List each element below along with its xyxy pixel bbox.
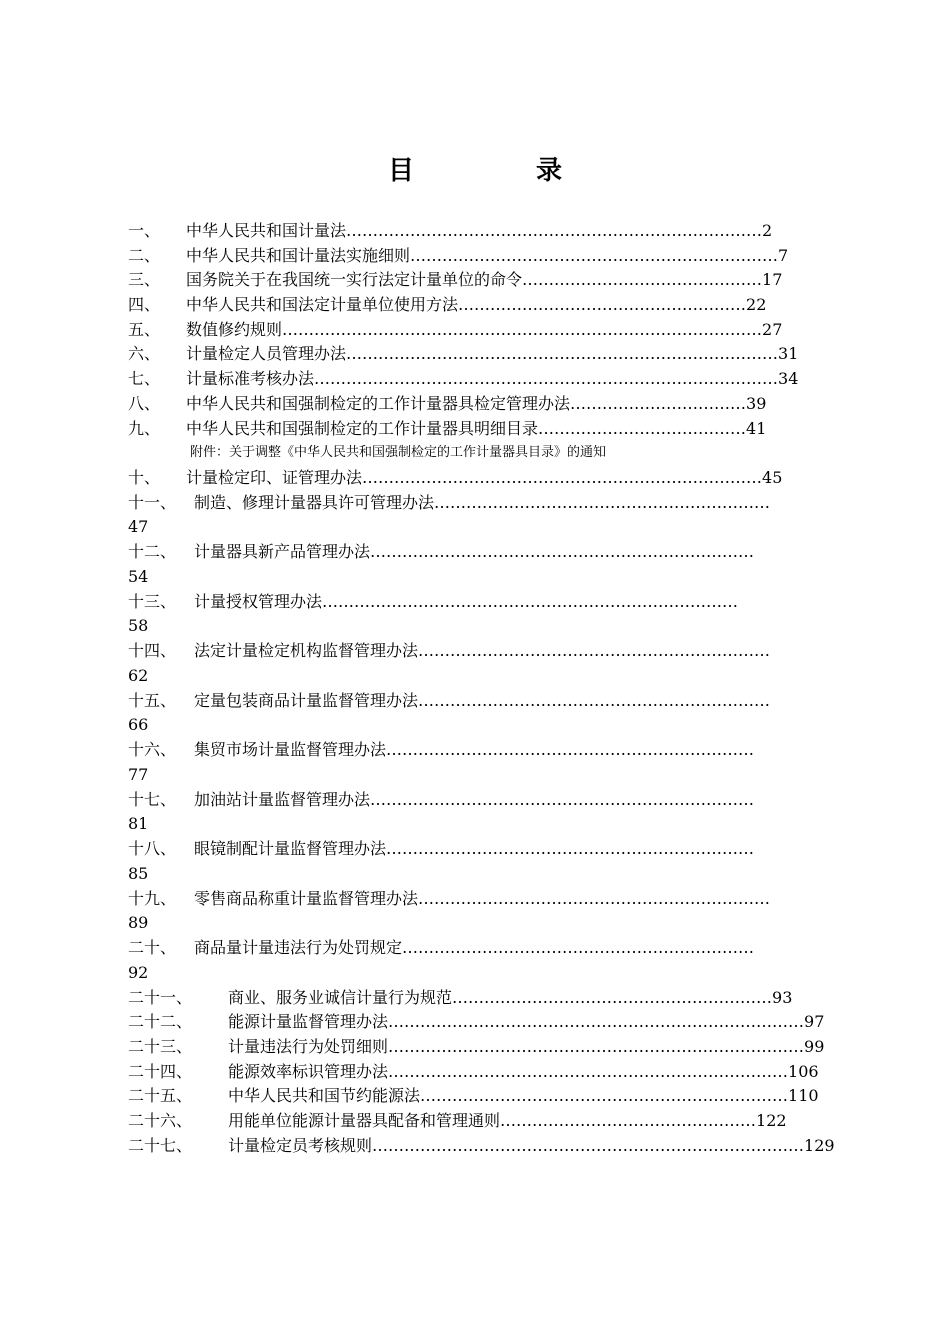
toc-entry-number: 二十一、 bbox=[128, 987, 193, 1007]
toc-entry[interactable] bbox=[128, 466, 828, 491]
toc-entry-title: 眼镜制配计量监督管理办法 bbox=[194, 839, 387, 859]
toc-entry[interactable] bbox=[128, 1084, 828, 1109]
toc-entry-title: 能源效率标识管理办法 bbox=[228, 1061, 389, 1081]
toc-entry-leader: …………………………………………………………… bbox=[420, 1086, 789, 1106]
toc-entry-leader: ………………………………………………………… bbox=[418, 690, 771, 710]
toc-entry-leader: ……………………………………………… bbox=[458, 295, 747, 315]
toc-entry[interactable] bbox=[128, 1134, 835, 1159]
toc-entry-page: 31 bbox=[778, 344, 799, 364]
toc-entry-title: 中华人民共和国法定计量单位使用方法 bbox=[186, 295, 459, 315]
toc-entry-title: 集贸市场计量监督管理办法 bbox=[194, 740, 387, 760]
toc-entry[interactable] bbox=[128, 244, 828, 269]
toc-entry-leader: …………………………………………………………… bbox=[410, 245, 779, 265]
toc-entry[interactable] bbox=[128, 887, 828, 937]
toc-entry-leader: …………………………………………………………… bbox=[386, 740, 755, 760]
toc-entry-title: 中华人民共和国强制检定的工作计量器具明细目录 bbox=[186, 418, 539, 438]
toc-entry-number: 十一、 bbox=[128, 492, 177, 512]
toc-entry-number: 二十、 bbox=[128, 938, 177, 958]
toc-entry-title: 加油站计量监督管理办法 bbox=[194, 789, 371, 809]
toc-entry[interactable] bbox=[128, 417, 828, 442]
toc-entry[interactable] bbox=[128, 318, 828, 343]
toc-entry-leader: …………………………………………………… bbox=[452, 987, 773, 1007]
toc-entry-title: 中华人民共和国计量法实施细则 bbox=[186, 245, 411, 265]
toc-entry-leader: …………………………………………………………………… bbox=[346, 221, 763, 240]
toc-entry-number: 九、 bbox=[128, 418, 161, 438]
toc-entry-number: 二十五、 bbox=[128, 1086, 193, 1106]
toc-entry[interactable] bbox=[128, 540, 828, 590]
toc-entry[interactable] bbox=[128, 1060, 828, 1085]
toc-entry-number: 十六、 bbox=[128, 740, 177, 760]
toc-entry-page: 81 bbox=[128, 814, 149, 834]
toc-entry-title: 用能单位能源计量器具配备和管理通则 bbox=[228, 1111, 501, 1130]
toc-entry-page: 106 bbox=[788, 1061, 819, 1081]
toc-entry-title: 计量授权管理办法 bbox=[194, 591, 323, 611]
toc-entry-leader: …………………………………………………………… bbox=[386, 839, 755, 859]
toc-entry-page: 66 bbox=[128, 715, 149, 735]
toc-entry[interactable] bbox=[128, 788, 828, 838]
toc-entry[interactable] bbox=[128, 837, 828, 887]
toc-entry[interactable] bbox=[128, 986, 828, 1011]
toc-entry-page: 122 bbox=[756, 1111, 787, 1130]
toc-entry[interactable] bbox=[128, 491, 828, 541]
toc-entry-number: 十九、 bbox=[128, 888, 177, 908]
toc-entry[interactable] bbox=[128, 219, 828, 244]
toc-entry-title: 计量标准考核办法 bbox=[186, 369, 315, 389]
page-title: 目 录 bbox=[387, 156, 610, 186]
toc-entry-number: 八、 bbox=[128, 393, 161, 413]
toc-entry-leader: ………………………………………………………… bbox=[418, 641, 771, 661]
toc-entry-page: 54 bbox=[128, 566, 149, 586]
toc-entry-number: 十四、 bbox=[128, 641, 177, 661]
toc-entry-number: 五、 bbox=[128, 319, 161, 339]
toc-entry-page: 89 bbox=[128, 913, 149, 933]
toc-entry-title: 数值修约规则 bbox=[186, 319, 283, 339]
toc-entry[interactable] bbox=[128, 392, 828, 417]
toc-entry-page: 92 bbox=[128, 962, 149, 982]
toc-entry-number: 十三、 bbox=[128, 591, 177, 611]
toc-entry[interactable] bbox=[128, 1035, 828, 1060]
toc-entry-number: 二、 bbox=[128, 245, 161, 265]
toc-entry-number: 二十三、 bbox=[128, 1036, 193, 1056]
toc-entry-leader: ……………………………………………………………………… bbox=[346, 344, 779, 364]
toc-entry-title: 制造、修理计量器具许可管理办法 bbox=[194, 492, 435, 512]
toc-entry-title: 法定计量检定机构监督管理办法 bbox=[194, 641, 419, 661]
toc-entry-leader: ……………………………………………………… bbox=[434, 492, 771, 512]
toc-entry[interactable] bbox=[128, 689, 828, 739]
toc-entry-page: 110 bbox=[788, 1086, 819, 1106]
toc-entry-page: 27 bbox=[762, 319, 783, 339]
toc-entry-number: 十二、 bbox=[128, 542, 177, 562]
toc-entry-number: 七、 bbox=[128, 369, 161, 389]
toc-entry-page: 39 bbox=[746, 393, 767, 413]
toc-entry-number: 二十七、 bbox=[128, 1135, 193, 1155]
toc-entry-title: 中华人民共和国强制检定的工作计量器具检定管理办法 bbox=[186, 393, 571, 413]
toc-entry-number: 二十二、 bbox=[128, 1012, 193, 1032]
toc-entry-page: 22 bbox=[746, 295, 767, 315]
toc-entry-number: 十七、 bbox=[128, 789, 177, 809]
toc-entry-number: 十八、 bbox=[128, 839, 177, 859]
toc-entry[interactable] bbox=[128, 342, 828, 367]
toc-entry[interactable] bbox=[128, 936, 828, 986]
toc-entry[interactable] bbox=[128, 1109, 828, 1134]
toc-entry-title: 定量包装商品计量监督管理办法 bbox=[194, 690, 419, 710]
toc-entry[interactable] bbox=[128, 268, 828, 293]
toc-entry-page: 97 bbox=[804, 1012, 825, 1032]
toc-entry-leader: ……………………………………… bbox=[522, 270, 763, 290]
toc-entry-leader: …………………………… bbox=[570, 393, 747, 413]
toc-entry-title: 中华人民共和国节约能源法 bbox=[228, 1086, 421, 1106]
toc-entry-leader: ………………………………………………………… bbox=[418, 888, 771, 908]
toc-entry-number: 二十四、 bbox=[128, 1061, 193, 1081]
toc-entry-leader: ……………………………………………………………………………… bbox=[282, 319, 763, 339]
toc-entry-title: 商品量计量违法行为处罚规定 bbox=[194, 938, 403, 958]
toc-entry-title: 国务院关于在我国统一实行法定计量单位的命令 bbox=[186, 270, 523, 290]
toc-entry-page: 99 bbox=[804, 1036, 825, 1056]
toc-entry-leader: …………………………………………………………………… bbox=[322, 591, 739, 611]
toc-entry-page: 85 bbox=[128, 863, 149, 883]
toc-entry-leader: ………………………………………… bbox=[500, 1111, 757, 1130]
toc-entry-leader: …………………………………………………………………… bbox=[388, 1012, 805, 1032]
toc-entry-leader: ………………………………… bbox=[538, 418, 747, 438]
toc-entry-page: 77 bbox=[128, 764, 149, 784]
toc-entry-number: 十、 bbox=[128, 467, 161, 487]
toc-entry-page: 17 bbox=[762, 270, 783, 290]
toc-entry-leader: …………………………………………………………………… bbox=[388, 1036, 805, 1056]
toc-entry-number: 一、 bbox=[128, 221, 161, 240]
toc-entry-leader: ……………………………………………………………… bbox=[370, 542, 755, 562]
toc-entry-title: 计量违法行为处罚细则 bbox=[228, 1036, 389, 1056]
toc-entry-title: 零售商品称重计量监督管理办法 bbox=[194, 888, 419, 908]
toc-entry-page: 58 bbox=[128, 616, 149, 636]
toc-entry-leader: ……………………………………………………………… bbox=[370, 789, 755, 809]
toc-entry-page: 34 bbox=[778, 369, 799, 389]
toc-entry-leader: …………………………………………………………………………… bbox=[314, 369, 779, 389]
toc-entry-page: 129 bbox=[804, 1135, 835, 1155]
toc-entry-page: 7 bbox=[778, 245, 789, 265]
toc-entry-page: 47 bbox=[128, 517, 149, 537]
toc-entry-title: 商业、服务业诚信计量行为规范 bbox=[228, 987, 453, 1007]
toc-entry-page: 93 bbox=[772, 987, 793, 1007]
toc-entry-title: 计量器具新产品管理办法 bbox=[194, 542, 371, 562]
toc-entry-title: 中华人民共和国计量法 bbox=[186, 221, 347, 240]
toc-entry-page: 2 bbox=[762, 221, 773, 240]
toc-attachment-note[interactable]: 附件：关于调整《中华人民共和国强制检定的工作计量器具目录》的通知 bbox=[190, 445, 607, 461]
toc-entry-number: 二十六、 bbox=[128, 1111, 193, 1130]
toc-entry-number: 六、 bbox=[128, 344, 161, 364]
toc-entry[interactable] bbox=[128, 639, 828, 689]
toc-entry-leader: ………………………………………………………… bbox=[402, 938, 755, 958]
toc-entry-title: 计量检定人员管理办法 bbox=[186, 344, 347, 364]
toc-entry[interactable] bbox=[128, 293, 828, 318]
toc-entry-page: 45 bbox=[762, 467, 783, 487]
toc-entry-leader: ……………………………………………………………………… bbox=[372, 1135, 805, 1155]
toc-entry-leader: ………………………………………………………………… bbox=[362, 467, 763, 487]
toc-entry-title: 计量检定印、证管理办法 bbox=[186, 467, 363, 487]
toc-entry-page: 41 bbox=[746, 418, 767, 438]
toc-entry[interactable] bbox=[128, 738, 828, 788]
toc-entry-title: 能源计量监督管理办法 bbox=[228, 1012, 389, 1032]
toc-entry-number: 四、 bbox=[128, 295, 161, 315]
toc-entry-number: 三、 bbox=[128, 270, 161, 290]
toc-entry[interactable] bbox=[128, 1010, 828, 1035]
toc-entry[interactable] bbox=[128, 367, 828, 392]
table-of-contents bbox=[128, 219, 835, 1158]
toc-entry[interactable] bbox=[128, 590, 828, 640]
toc-entry-leader: ………………………………………………………………… bbox=[388, 1061, 789, 1081]
toc-entry-page: 62 bbox=[128, 665, 149, 685]
toc-entry-title: 计量检定员考核规则 bbox=[228, 1135, 373, 1155]
toc-entry-number: 十五、 bbox=[128, 690, 177, 710]
